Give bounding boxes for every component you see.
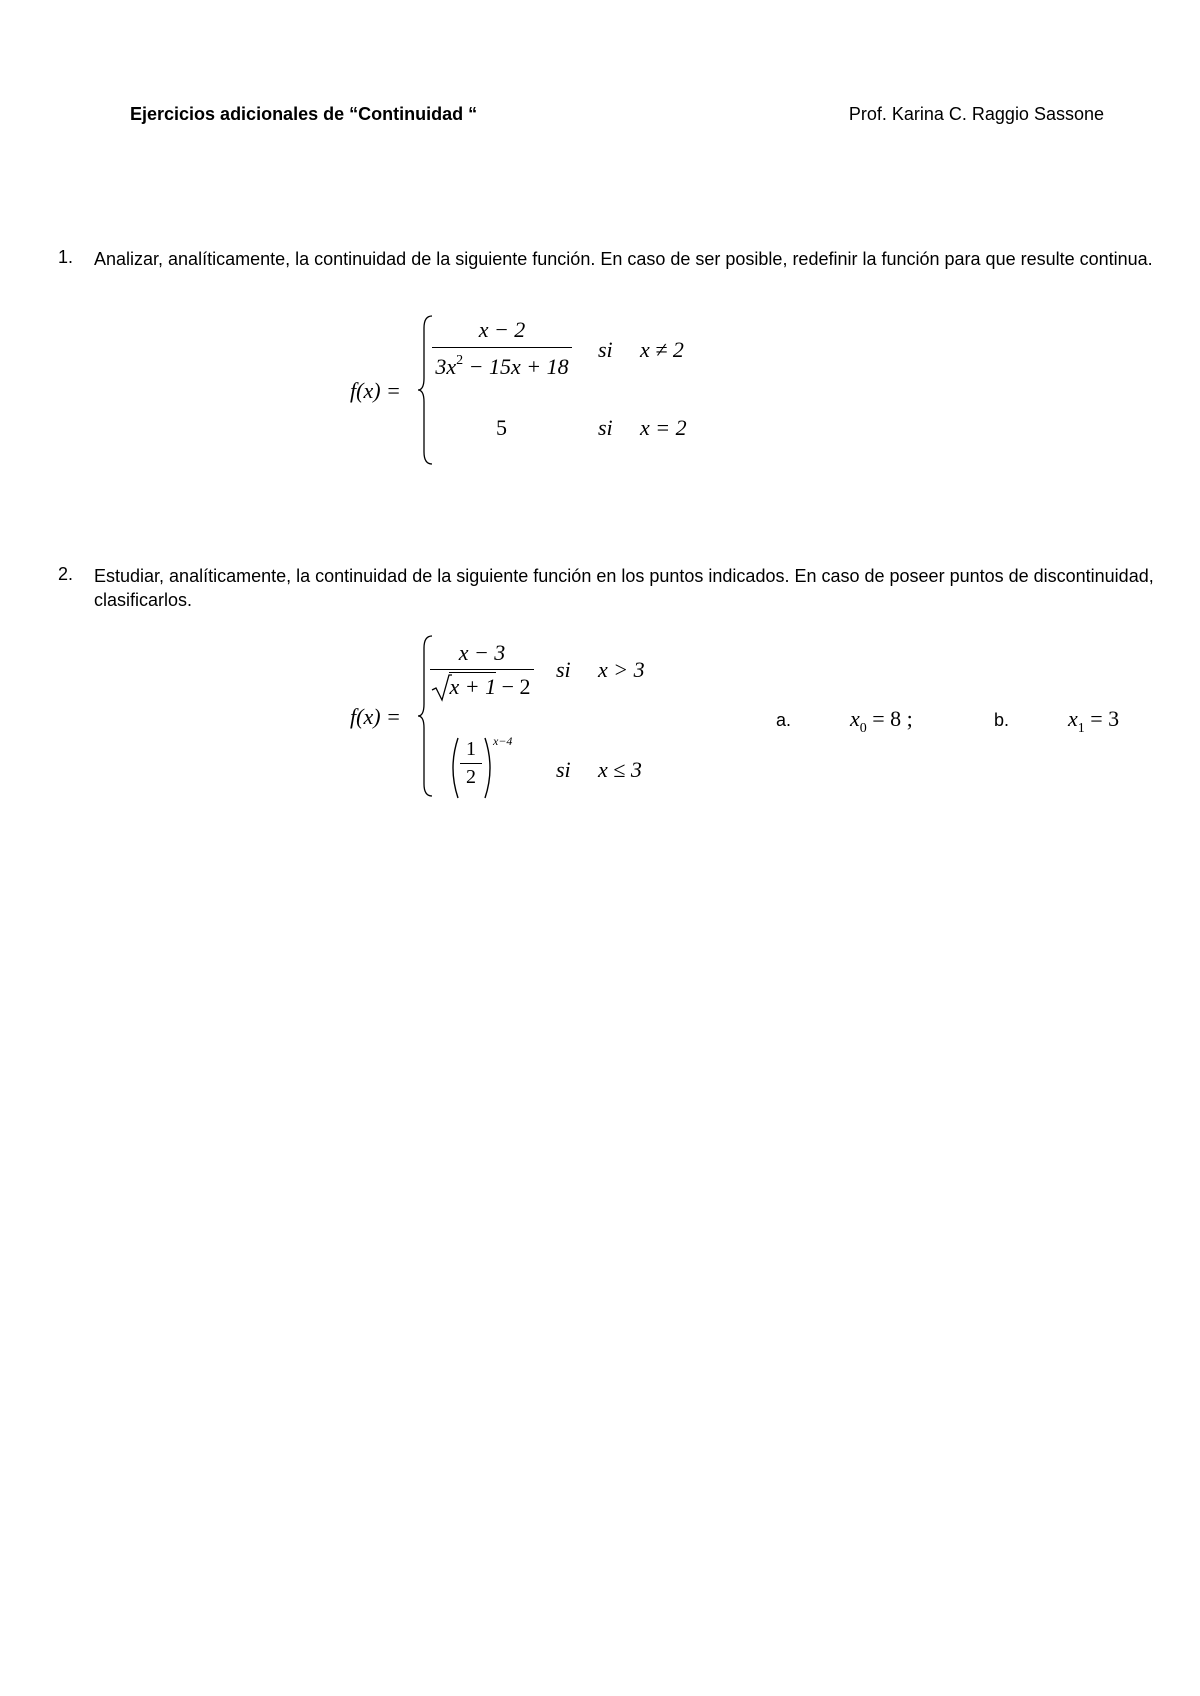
exercise-2-text: Estudiar, analíticamente, la continuidad de la siguiente función en los puntos indicados. En caso de poseer puntos de discontinuidad, clasificarlos. — [94, 566, 1154, 610]
function-2-case-2-exponent: x−4 — [493, 734, 513, 748]
point-a-label: a. — [776, 710, 792, 730]
function-2-case-1-fraction — [430, 640, 534, 700]
left-paren-icon — [448, 736, 460, 800]
function-2-case-2-condition: x ≤ 3 — [598, 757, 642, 782]
function-1-case-1-condition: x ≠ 2 — [640, 337, 684, 362]
function-1-denominator: $3x^2 - 15x + 18$ — [435, 353, 569, 379]
function-1-case-2-condition: x = 2 — [640, 415, 687, 440]
function-2-case-1-condition: x > 3 — [598, 657, 645, 682]
function-1-case-2-value: 5 — [496, 415, 507, 440]
document-title: Ejercicios adicionales de “Continuidad “ — [130, 104, 478, 124]
function-2-numerator: x − 3 — [458, 640, 506, 665]
function-2-case-1-si: si — [556, 657, 571, 682]
exercise-1-number: 1. — [58, 247, 74, 267]
sqrt-symbol-icon — [432, 674, 450, 702]
document-author: Prof. Karina C. Raggio Sassone — [848, 104, 1104, 124]
function-2-lhs: f(x) = — [350, 704, 401, 729]
exercise-1-text: Analizar, analíticamente, la continuidad de la siguiente función. En caso de ser posible, redefinir la función para que resulte continua. — [94, 249, 1153, 269]
function-2-case-2-si: si — [556, 757, 571, 782]
function-1-lhs: f(x) = — [350, 378, 401, 403]
function-1-numerator: x − 2 — [478, 317, 526, 342]
function-1-case-1-si: si — [598, 337, 613, 362]
function-1-case-2-si: si — [598, 415, 613, 440]
function-1-case-1-fraction — [432, 317, 572, 380]
point-b-label: b. — [994, 710, 1010, 730]
function-2-case-2-base: 1 2 — [460, 738, 482, 789]
point-b-value: $x_1 = 3$ — [1068, 706, 1120, 736]
point-a-value: $x_0 = 8$ ; — [850, 706, 913, 736]
function-2-denominator: x + 1 − 2 — [430, 674, 534, 700]
exercise-2-number: 2. — [58, 564, 74, 584]
